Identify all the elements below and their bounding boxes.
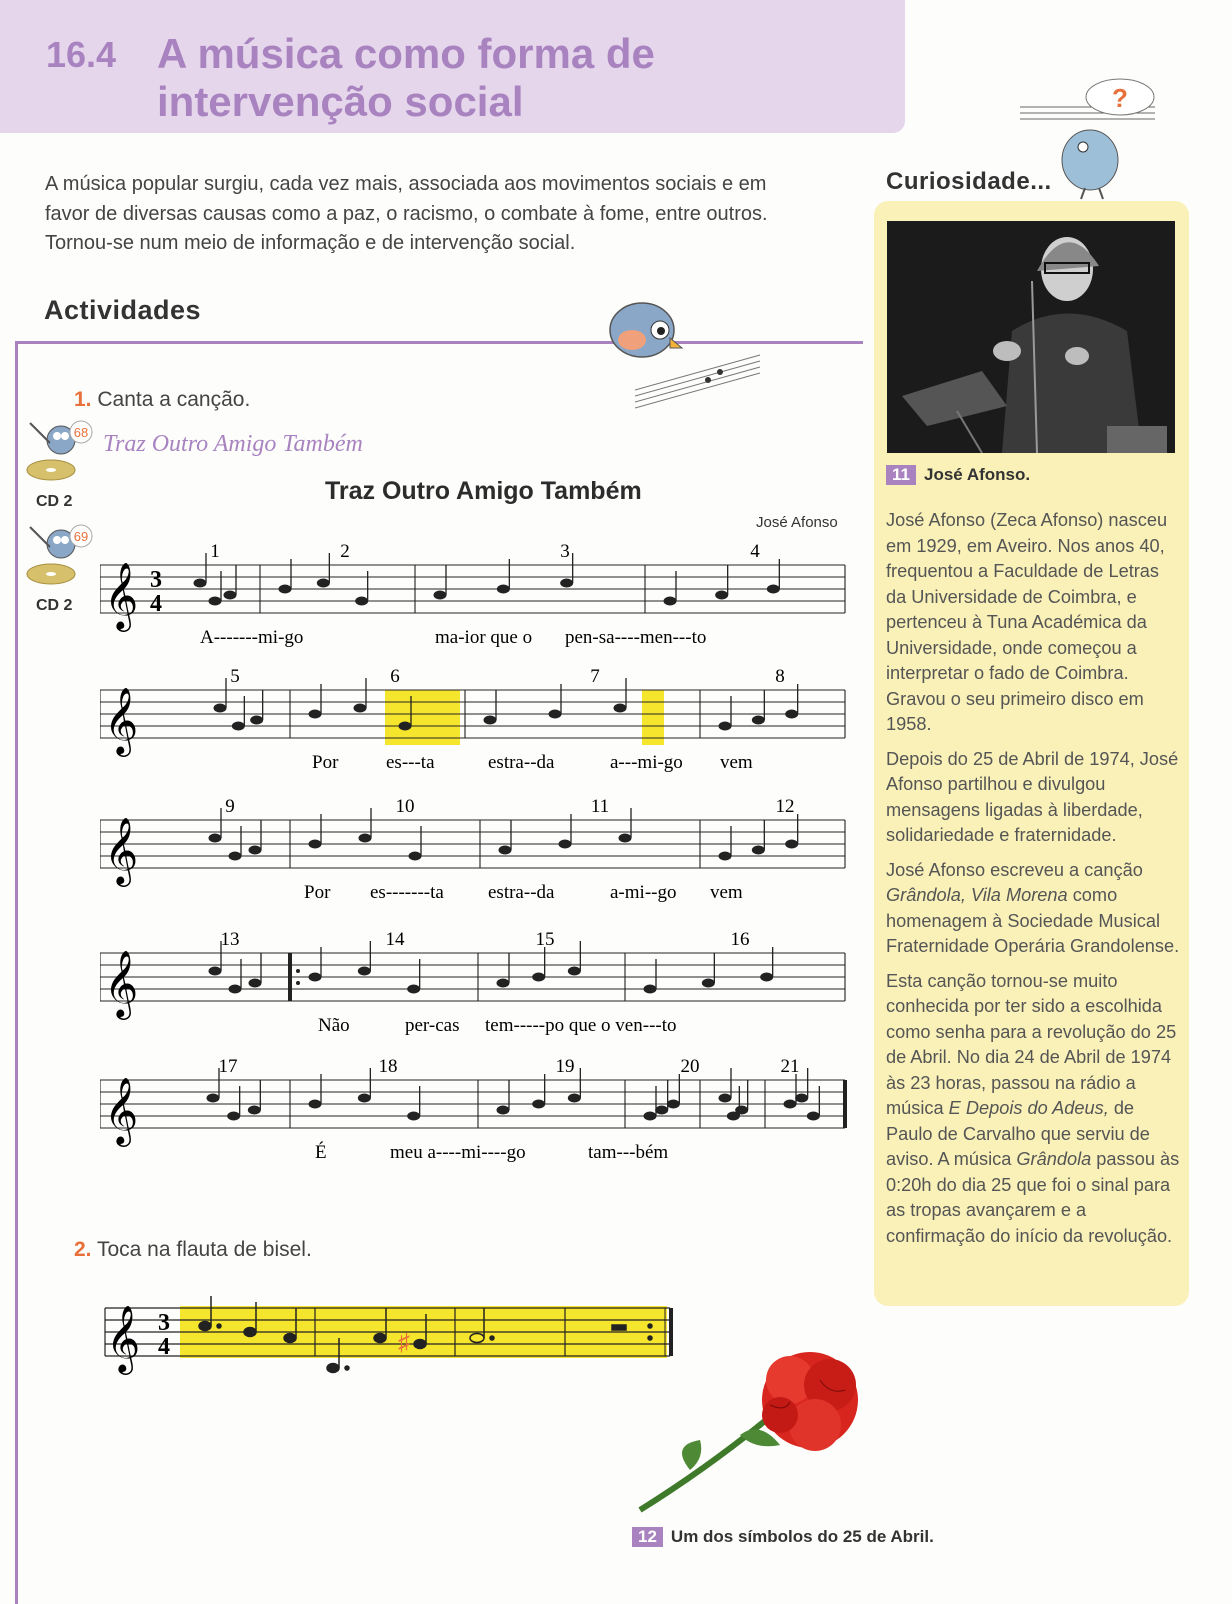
lyric: A-------mi-go <box>200 627 304 648</box>
question-1: 1. Canta a canção. <box>74 388 251 411</box>
note-head <box>715 591 728 600</box>
lyric: es---ta <box>386 752 435 773</box>
cd-68[interactable] <box>25 418 95 518</box>
lyric: es-------ta <box>370 882 444 903</box>
measure-number: 20 <box>680 1056 700 1077</box>
note-head <box>784 1100 797 1109</box>
time-sig-top: 3 <box>158 1310 170 1336</box>
note-head <box>434 591 447 600</box>
curiosity-paragraph: José Afonso (Zeca Afonso) nasceu em 1929, em Aveiro. Nos anos 40, frequentou a Faculdade de Letras da Universidade de Coimbra, e pertenceu à Tuna Académica da Universidade, onde começou a interpretar o fado de Coimbra. Gravou o seu primeiro disco em 1958. <box>886 510 1168 734</box>
note-head <box>248 1106 261 1115</box>
note-head <box>209 967 222 976</box>
measure-number: 14 <box>385 929 405 950</box>
curiosity-paragraph: José Afonso escreveu a canção Grândola, Vila Morena como homenagem à Sociedade Musical Fraternidade Operária Grandolense. <box>886 859 1180 956</box>
measure-number: 11 <box>590 796 610 817</box>
lyric: meu a----mi----go <box>390 1142 526 1163</box>
note-head <box>317 579 330 588</box>
note-head <box>559 840 572 849</box>
measure-number: 17 <box>218 1056 238 1077</box>
cd-69[interactable] <box>25 522 95 622</box>
lyric: a-mi--go <box>610 882 677 903</box>
measure-number: 19 <box>555 1056 575 1077</box>
cd-bird-icon <box>25 418 95 488</box>
lyric: per-cas <box>405 1015 460 1036</box>
note-head <box>279 585 292 594</box>
note-head <box>409 852 422 861</box>
lyric: estra--da <box>488 882 555 903</box>
note-head <box>767 585 780 594</box>
note-head <box>644 985 657 994</box>
cd-track-number: 68 <box>73 425 89 440</box>
note-head <box>232 722 245 731</box>
note-head <box>309 710 322 719</box>
lyric: vem <box>720 752 753 773</box>
lyric: tam---bém <box>588 1142 669 1163</box>
measure-number: 3 <box>560 541 570 562</box>
note-head <box>484 716 497 725</box>
note-head <box>667 1100 680 1109</box>
note-head <box>224 591 237 600</box>
note-head <box>407 1112 420 1121</box>
treble-clef-icon: 𝄞 <box>106 1306 141 1371</box>
note-head <box>560 579 573 588</box>
note-head <box>229 852 242 861</box>
note-head <box>752 846 765 855</box>
note-head <box>644 1112 657 1121</box>
photo-caption: 11 José Afonso. <box>886 465 1030 485</box>
flower-caption: 12 Um dos símbolos do 25 de Abril. <box>632 1527 934 1547</box>
treble-clef-icon: 𝄞 <box>104 818 139 883</box>
note-head <box>785 840 798 849</box>
lyric: a---mi-go <box>610 752 683 773</box>
measure-number: 12 <box>775 796 795 817</box>
measure-number: 21 <box>780 1056 800 1077</box>
activities-heading: Actividades <box>44 295 202 325</box>
time-sig-bottom: 4 <box>150 591 162 617</box>
note-head <box>209 597 222 606</box>
lyric: vem <box>710 882 743 903</box>
highlight-box <box>385 690 460 745</box>
note-head <box>807 1112 820 1121</box>
note-head <box>354 704 367 713</box>
song-subtitle: Traz Outro Amigo Também <box>103 431 363 457</box>
treble-clef-icon: 𝄞 <box>104 1078 139 1143</box>
cd-label: CD 2 <box>36 597 73 614</box>
note-head <box>359 834 372 843</box>
cd-label: CD 2 <box>36 493 73 510</box>
note-head <box>719 852 732 861</box>
note-head <box>619 834 632 843</box>
lyric: pen-sa----men---to <box>565 627 707 648</box>
cd-track-number: 69 <box>73 529 89 544</box>
note-head <box>250 716 263 725</box>
lyric: Não <box>318 1015 350 1036</box>
note-head <box>752 716 765 725</box>
measure-number: 6 <box>390 666 400 687</box>
note-head <box>249 979 262 988</box>
note-head <box>499 846 512 855</box>
measure-number: 18 <box>378 1056 398 1077</box>
measure-number: 15 <box>535 929 555 950</box>
lyric: É <box>315 1142 327 1163</box>
section-number: 16.4 <box>46 34 117 75</box>
measure-number: 4 <box>750 541 760 562</box>
note-head <box>399 722 412 731</box>
highlight-box <box>642 690 664 745</box>
measure-number: 5 <box>230 666 240 687</box>
note-head <box>358 967 371 976</box>
measure-number: 2 <box>340 541 350 562</box>
note-head <box>309 840 322 849</box>
measure-number: 9 <box>225 796 235 817</box>
sharp-icon: ♯ <box>398 1330 410 1356</box>
measure-number: 16 <box>730 929 750 950</box>
svg-text:?: ? <box>1112 83 1128 113</box>
treble-clef-icon: 𝄞 <box>104 951 139 1016</box>
note-head <box>568 1094 581 1103</box>
measure-number: 8 <box>775 666 785 687</box>
note-head <box>497 979 510 988</box>
note-head <box>309 1100 322 1109</box>
note-head <box>497 585 510 594</box>
sheet-music <box>100 535 850 1200</box>
note-head <box>549 710 562 719</box>
note-head <box>358 1094 371 1103</box>
note-head <box>309 973 322 982</box>
note-head <box>795 1094 808 1103</box>
note-head <box>568 967 581 976</box>
note-head <box>355 597 368 606</box>
note-head <box>702 979 715 988</box>
lyric: estra--da <box>488 752 555 773</box>
note-head <box>664 597 677 606</box>
treble-clef-icon: 𝄞 <box>104 688 139 753</box>
note-head <box>229 985 242 994</box>
curiosity-paragraph: Depois do 25 de Abril de 1974, José Afonso partilhou e divulgou mensagens ligadas à liberdade, solidariedade e fraternidade. <box>886 748 1179 845</box>
intro-paragraph: A música popular surgiu, cada vez mais, associada aos movimentos sociais e em favor de diversas causas como a paz, o racismo, o combate à fome, entre outros. Tornou-se num meio de informação e de intervenção social. <box>45 173 768 254</box>
note-head <box>207 1094 220 1103</box>
recorder-exercise-staff <box>100 1288 680 1388</box>
curiosity-text <box>886 508 1184 1258</box>
note-head <box>614 704 627 713</box>
measure-number: 13 <box>220 929 240 950</box>
note-head <box>719 1094 732 1103</box>
note-head <box>760 973 773 982</box>
note-head <box>194 579 207 588</box>
bird-on-staff-icon <box>590 290 780 410</box>
note-head <box>719 722 732 731</box>
note-head <box>655 1106 668 1115</box>
score-title: Traz Outro Amigo Também <box>325 477 642 505</box>
curiosity-heading: Curiosidade... <box>886 168 1052 195</box>
note-head <box>532 973 545 982</box>
jose-afonso-photo <box>887 221 1175 453</box>
question-2: 2. Toca na flauta de bisel. <box>74 1238 312 1261</box>
note-head <box>209 834 222 843</box>
note-head <box>735 1106 748 1115</box>
page-title: A música como forma de intervenção social <box>157 30 655 125</box>
measure-number: 10 <box>395 796 415 817</box>
measure-number: 7 <box>590 666 600 687</box>
measure-number: 1 <box>210 541 220 562</box>
lyric: Por <box>312 752 339 773</box>
note-head <box>249 846 262 855</box>
score-composer: José Afonso <box>756 514 838 531</box>
time-sig-bottom: 4 <box>158 1334 170 1360</box>
cd-bird-icon <box>25 522 95 592</box>
carnation-image <box>630 1340 870 1520</box>
note-head <box>227 1112 240 1121</box>
lyric: tem-----po que o ven---to <box>485 1015 677 1036</box>
lyric: Por <box>304 882 331 903</box>
curiosity-paragraph: Esta canção tornou-se muito conhecida por ter sido a escolhida como senha para a revolução do 25 de Abril. No dia 24 de Abril de 1974 às 23 horas, passou na rádio a música E Depois do Adeus, de Paulo de Carvalho que serviu de aviso. A música Grândola passou às 0:20h do dia 25 que foi o sinal para as tropas avançarem e a confirmação do início da revolução. <box>886 970 1180 1246</box>
time-sig-top: 3 <box>150 567 162 593</box>
treble-clef-icon: 𝄞 <box>104 563 139 628</box>
note-head <box>785 710 798 719</box>
note-head <box>407 985 420 994</box>
lyric: ma-ior que o <box>435 627 533 648</box>
note-head <box>214 704 227 713</box>
note-head <box>497 1106 510 1115</box>
note-head <box>532 1100 545 1109</box>
